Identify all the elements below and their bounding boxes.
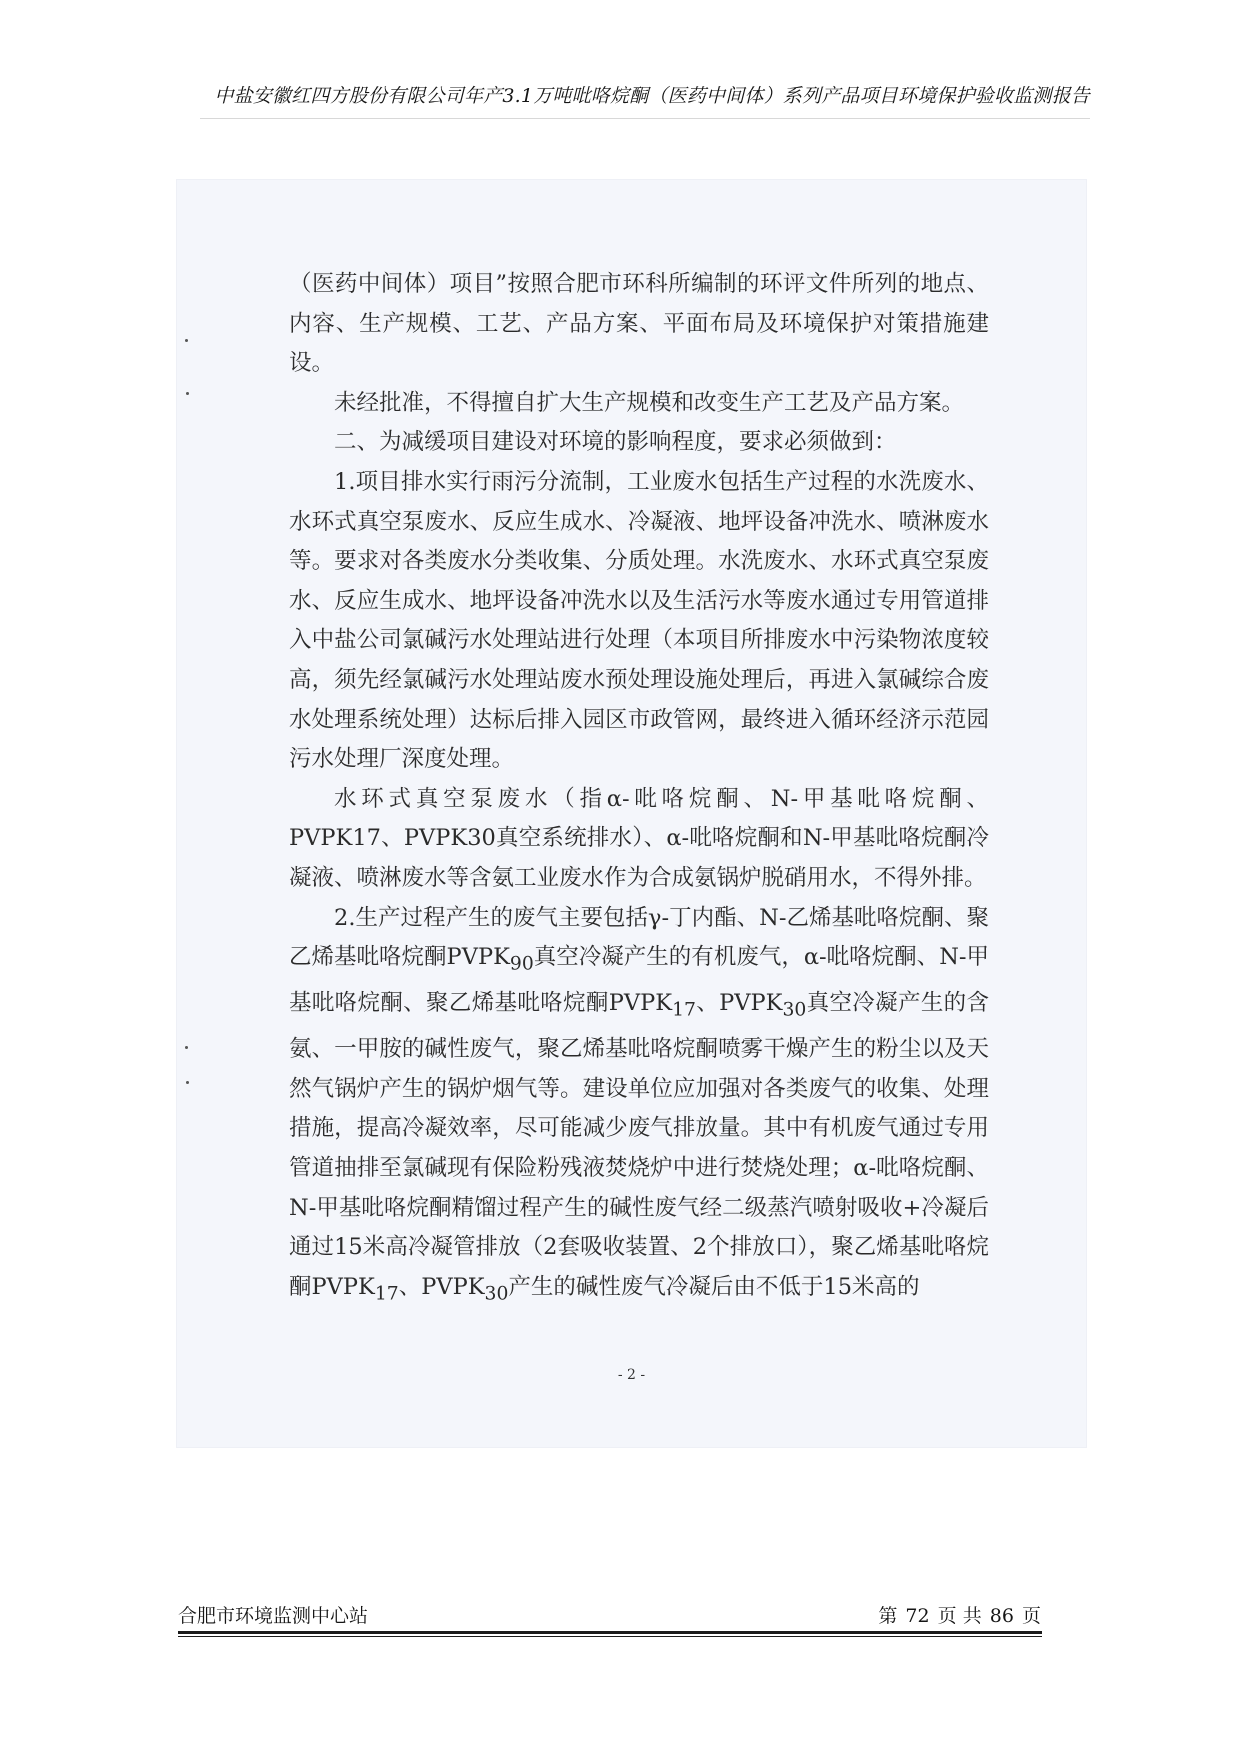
text-run: 、PVPK	[695, 990, 783, 1017]
paragraph-approval: 未经批准，不得擅自扩大生产规模和改变生产工艺及产品方案。	[334, 389, 965, 416]
footer-organization: 合肥市环境监测中心站	[178, 1605, 369, 1627]
footer-divider-thick	[178, 1631, 1042, 1634]
document-body	[289, 265, 989, 1314]
subscript: 17	[374, 1283, 399, 1305]
paragraph-intro: （医药中间体）项目”按照合肥市环科所编制的环评文件所列的地点、内容、生产规模、工艺、产品方案、平面布局及环境保护对策措施建设。	[289, 271, 989, 377]
page-mid: 页 共	[937, 1605, 982, 1627]
subscript: 30	[484, 1283, 509, 1305]
scan-speck	[185, 1046, 188, 1049]
scan-speck	[185, 339, 188, 342]
paragraph-vacuum-pump-water: 水环式真空泵废水（指α-吡咯烷酮、N-甲基吡咯烷酮、PVPK17、PVPK30真空系统排水）、α-吡咯烷酮和N-甲基吡咯烷酮冷凝液、喷淋废水等含氨工业废水作为合成氨锅炉脱硝用水，不得外排。	[289, 785, 989, 891]
footer-page-info	[877, 1604, 1042, 1628]
text-run: 、PVPK	[398, 1273, 485, 1300]
subscript: 90	[509, 953, 534, 975]
text-run: 真空冷凝产生的有机废气，α-吡咯烷酮、N-甲基吡咯烷酮、聚乙烯基吡咯烷酮PVPK	[289, 944, 989, 1017]
scan-speck	[186, 1081, 189, 1084]
paragraph-exhaust-gas	[289, 899, 989, 1314]
text-run: 真空冷凝产生的含氨、一甲胺的碱性废气，聚乙烯基吡咯烷酮喷雾干燥产生的粉尘以及天然气锅炉产生的锅炉烟气等。建设单位应加强对各类废气的收集、处理措施，提高冷凝效率，尽可能减少废气排放量。其中有机废气通过专用管道抽排至氯碱现有保险粉残液焚烧炉中进行焚烧处理；α-吡咯烷酮、N-甲基吡咯烷酮精馏过程产生的碱性废气经二级蒸汽喷射吸收+冷凝后通过15米高冷凝管排放（2套吸收装置、2个排放口），聚乙烯基吡咯烷酮PVPK	[289, 990, 989, 1300]
text-run: 2.生产过程产生的废气主要包括γ-丁内酯、N-乙烯基吡咯烷酮、聚乙烯基吡咯烷酮PVPK	[289, 904, 989, 971]
scan-speck	[186, 392, 189, 395]
paragraph-wastewater: 1.项目排水实行雨污分流制，工业废水包括生产过程的水洗废水、水环式真空泵废水、反应生成水、冷凝液、地坪设备冲洗水、喷淋废水等。要求对各类废水分类收集、分质处理。水洗废水、水环式真空泵废水、反应生成水、地坪设备冲洗水以及生活污水等废水通过专用管道排入中盐公司氯碱污水处理站进行处理（本项目所排废水中污染物浓度较高，须先经氯碱污水处理站废水预处理设施处理后，再进入氯碱综合废水处理系统处理）达标后排入园区市政管网，最终进入循环经济示范园污水处理厂深度处理。	[289, 468, 989, 773]
subscript: 30	[782, 999, 807, 1021]
header-divider	[200, 118, 1090, 119]
footer-divider-thin	[178, 1636, 1042, 1637]
paragraph-section-two: 二、为减缓项目建设对环境的影响程度，要求必须做到：	[334, 429, 897, 456]
page-total: 86	[989, 1605, 1014, 1627]
page-prefix: 第	[878, 1605, 898, 1627]
text-run: 产生的碱性废气冷凝后由不低于15米高的	[508, 1273, 920, 1300]
page-header-title: 中盐安徽红四方股份有限公司年产3.1万吨吡咯烷酮（医药中间体）系列产品项目环境保护验收监测报告	[214, 85, 1090, 107]
page-current: 72	[905, 1605, 930, 1627]
scanned-document-page	[177, 180, 1086, 1447]
subscript: 17	[672, 999, 696, 1021]
scan-page-number: - 2 -	[617, 1367, 646, 1383]
page-suffix: 页	[1021, 1605, 1041, 1627]
